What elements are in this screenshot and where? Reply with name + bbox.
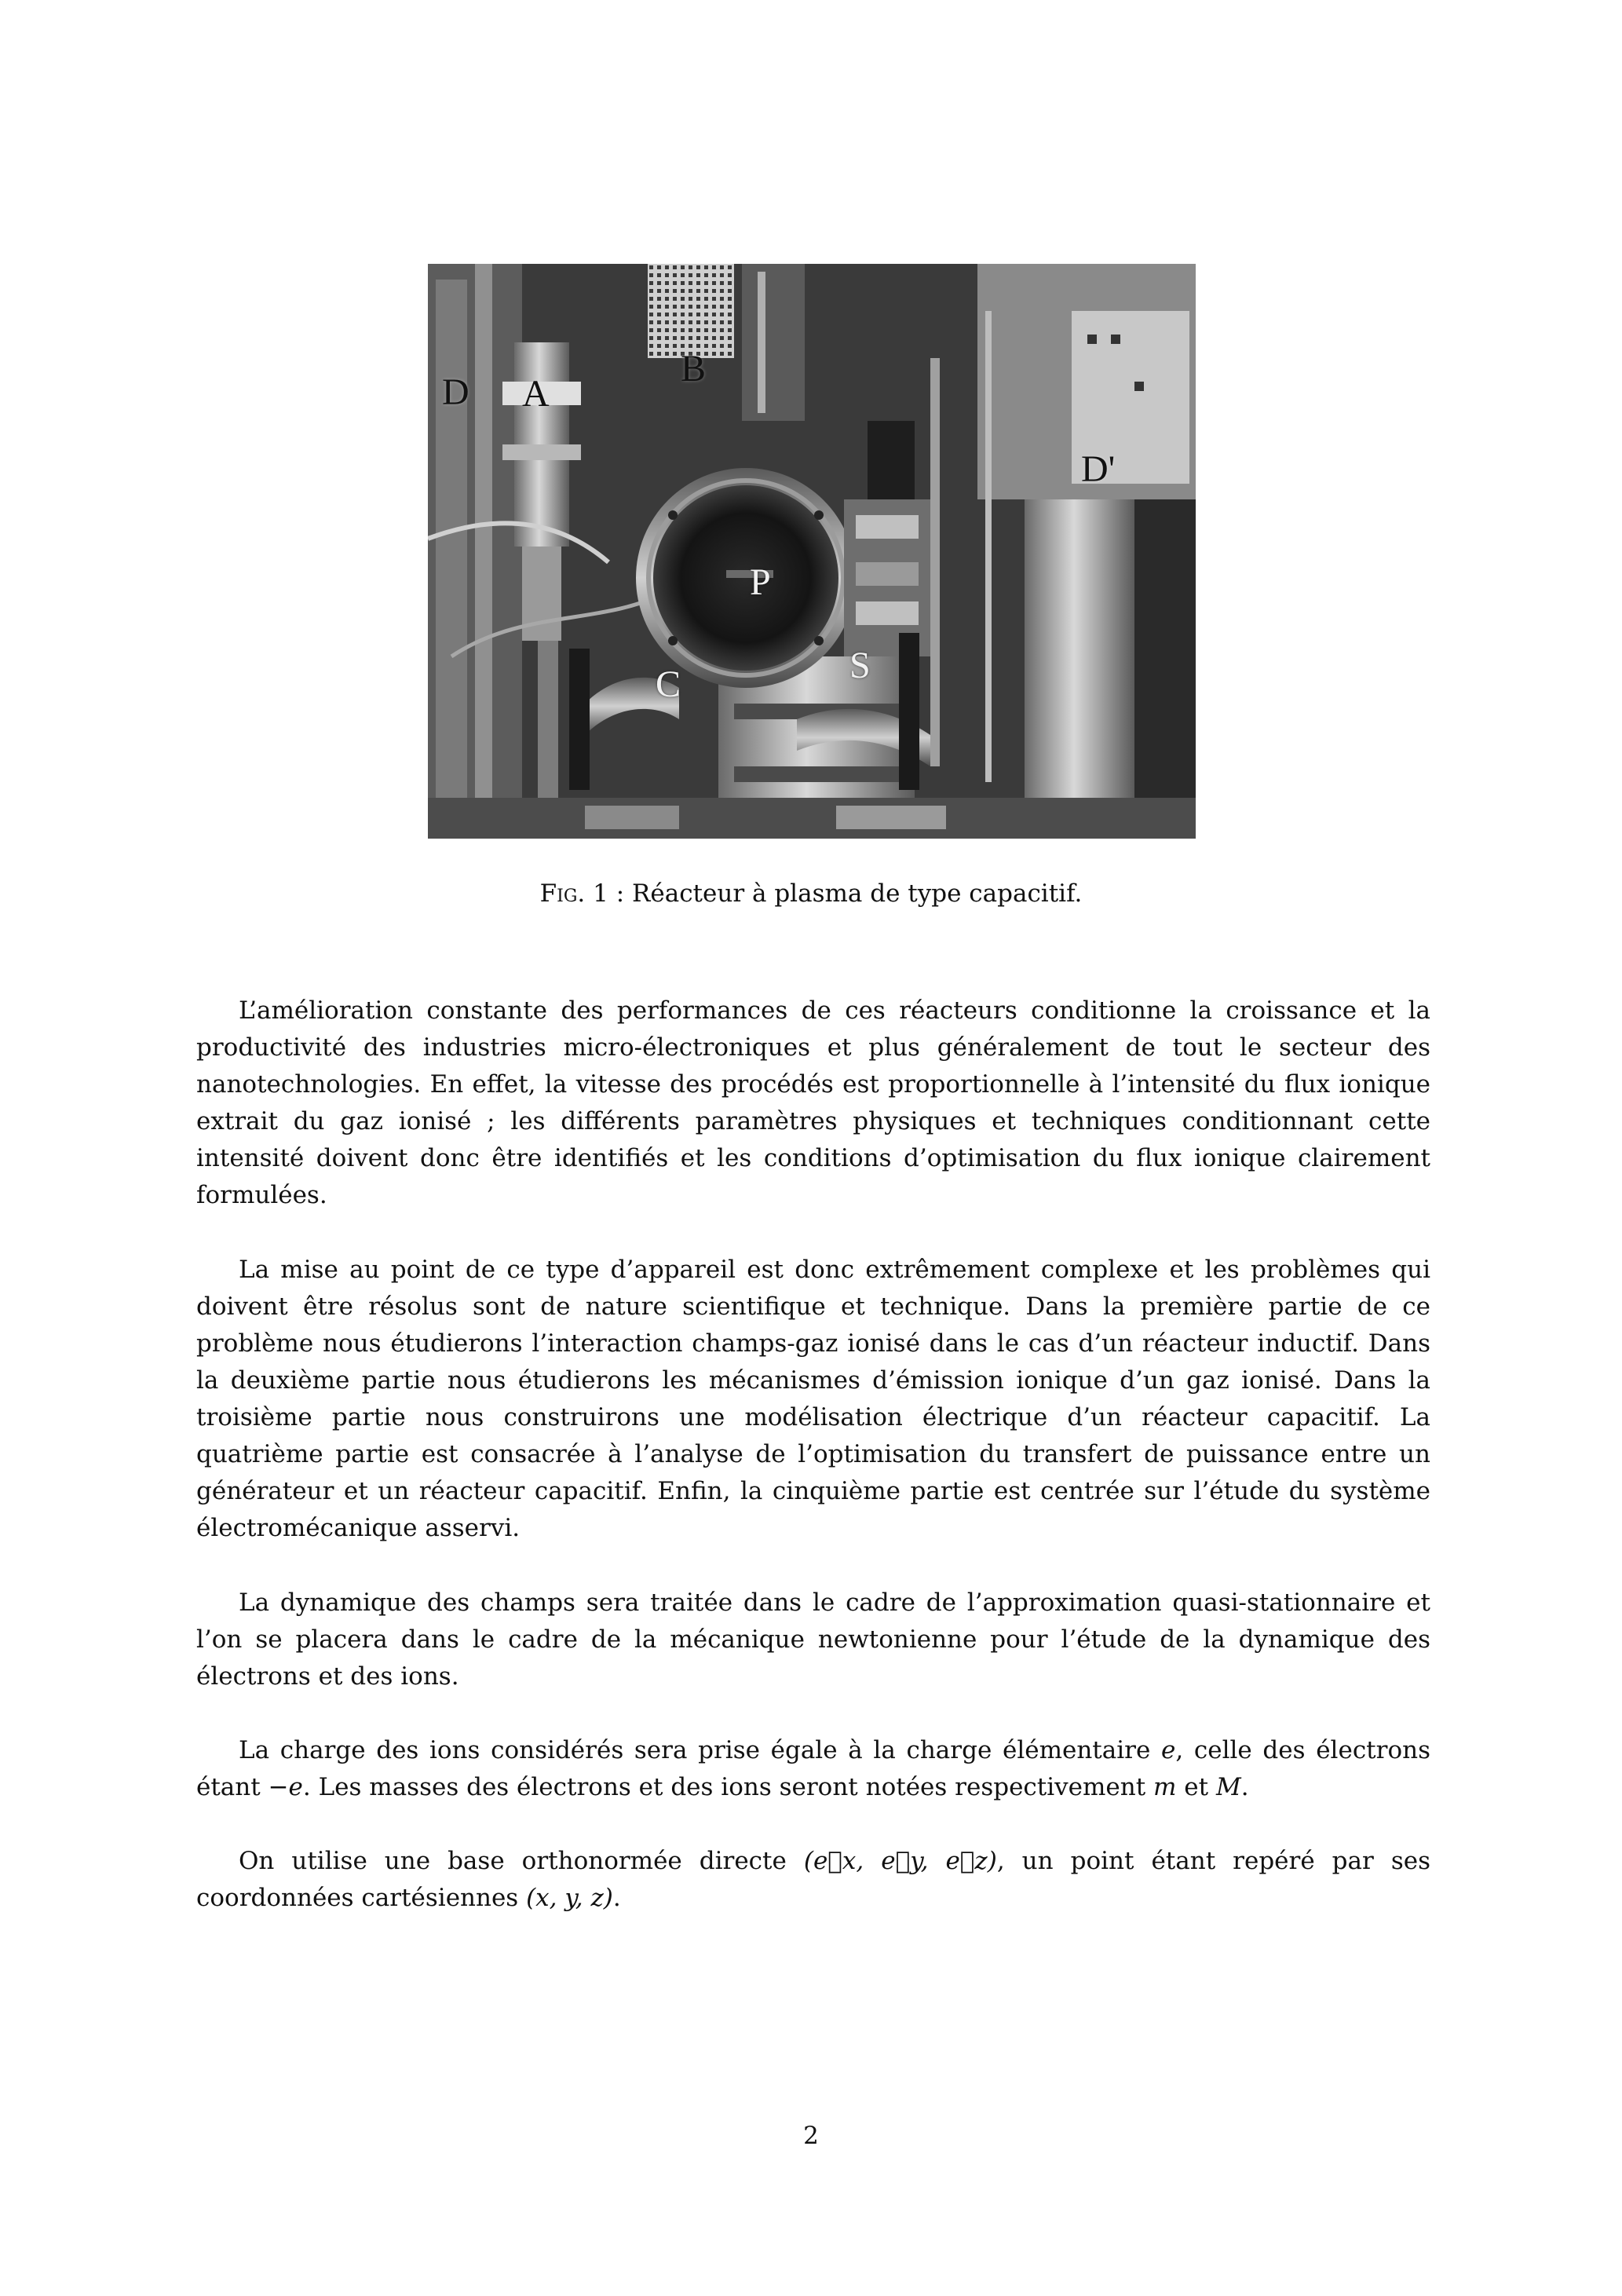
paragraph-introduction: L’amélioration constante des performances de ces réacteurs conditionne la croissance et la productivité des industries micro-électroniques et plus généralement de tout le secteur des nanotechnologies. En effet, la vitesse des procédés est proportionnelle à l’intensité du flux ionique extrait du gaz ionisé ; les différents paramètres physiques et techniques conditionnant cette intensité doivent donc être identifiés et les conditions d’optimisation du flux ionique clairement formulées. [196,996,1430,1209]
charges-text-2: , celle des électrons étant [196,1736,1430,1801]
photo-label-b: B [681,348,707,389]
basis-text-3: . [612,1884,621,1912]
charges-text-5: . [1240,1773,1249,1801]
charges-text-3: . Les masses des électrons et des ions seront notées respectivement [302,1773,1154,1801]
reactor-photo-drawing [428,264,1196,839]
reactor-photo [428,264,1196,839]
mass-symbol-m: m [1153,1773,1177,1801]
photo-label-d-prime: D' [1081,448,1116,490]
basis-text-2: , un point étant repéré par ses coordonnées cartésiennes [196,1847,1430,1912]
paragraph-basis [196,1843,1430,1917]
charges-text-1: La charge des ions considérés sera prise égale à la charge élémentaire [239,1736,1161,1764]
photo-label-p: P [750,561,771,603]
photo-label-d: D [442,371,469,413]
paragraph-charges [196,1732,1430,1806]
basis-text-1: On utilise une base orthonormée directe [239,1847,804,1875]
mass-symbol-M: M [1215,1773,1241,1801]
figure-caption-text: Réacteur à plasma de type capacitif. [632,879,1083,908]
photo-label-c: C [656,664,681,705]
cartesian-coordinates: (x, y, z) [526,1884,613,1912]
photo-label-s: S [849,645,871,686]
figure-caption-prefix: Fig. 1 : [539,879,625,908]
charges-text-4: et [1176,1773,1216,1801]
charge-symbol-minus-e: −e [268,1773,303,1801]
page-number: 2 [803,2122,819,2150]
paragraph-dynamics: La dynamique des champs sera traitée dans le cadre de l’approximation quasi-stationnaire et l’on se placera dans le cadre de la mécanique newtonienne pour l’étude de la dynamique des électrons et des ions. [196,1589,1430,1691]
basis-vectors: (e⃗x, e⃗y, e⃗z) [803,1847,997,1875]
figure-caption [0,878,1622,909]
charge-symbol-e: e [1160,1736,1176,1764]
paragraph-problem-parts: La mise au point de ce type d’appareil est donc extrêmement complexe et les problèmes qui doivent être résolus sont de nature scientifique et technique. Dans la première partie de ce problème nous étudierons l’interaction champs-gaz ionisé dans le cas d’un réacteur inductif. Dans la deuxième partie nous étudierons les mécanismes d’émission ionique d’un gaz ionisé. Dans la troisième partie nous construirons une modélisation électrique d’un réacteur capacitif. La quatrième partie est consacrée à l’analyse de l’optimisation du transfert de puissance entre un générateur et un réacteur capacitif. Enfin, la cinquième partie est centrée sur l’étude du système électromécanique asservi. [196,1256,1430,1542]
photo-label-a: A [522,373,550,415]
